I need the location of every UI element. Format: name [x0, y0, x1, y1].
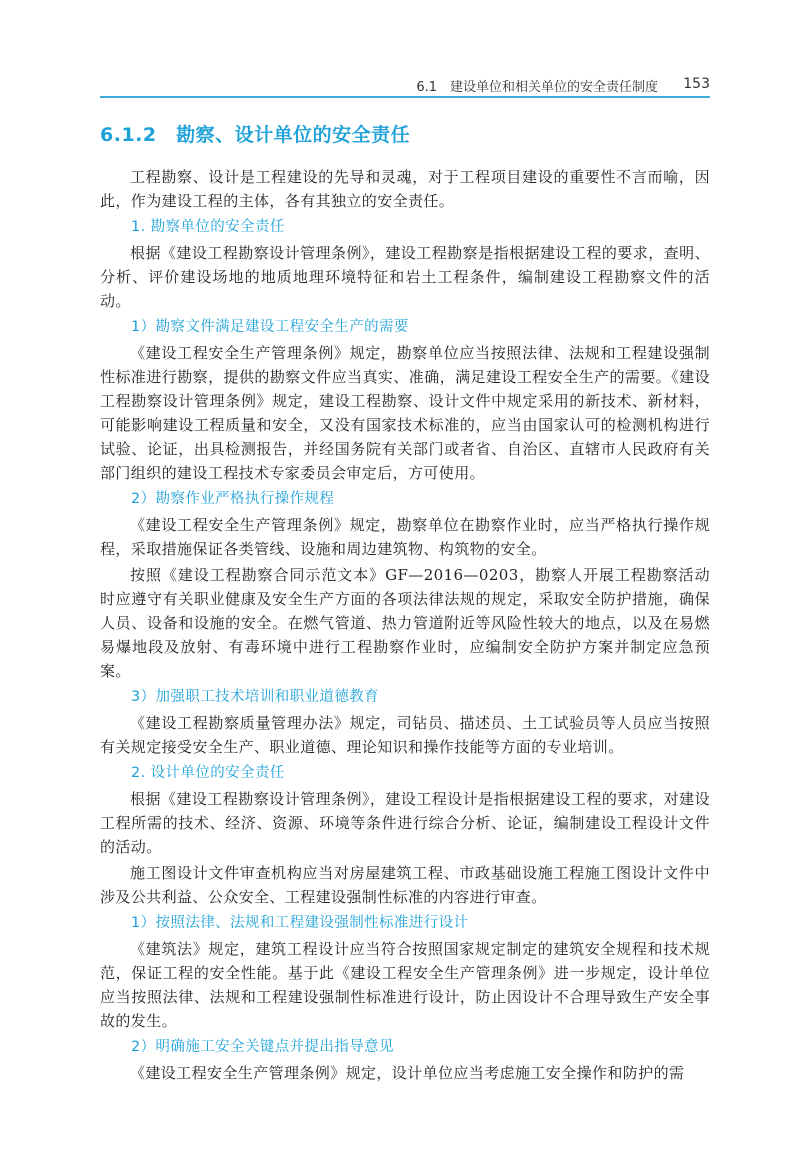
header-section-title: 6.1 建设单位和相关单位的安全责任制度 [416, 80, 658, 95]
subheading-survey-docs: 1）勘察文件满足建设工程安全生产的需要 [131, 319, 409, 335]
paragraph: 《建设工程勘察质量管理办法》规定，司钻员、描述员、土工试验员等人员应当按照有关规定接受安全生产、职业道德、理论知识和操作技能等方面的专业培训。 [100, 714, 710, 756]
page-body [100, 112, 710, 1085]
running-header [100, 72, 710, 96]
subheading-safety-keypoints: 2）明确施工安全关键点并提出指导意见 [131, 1039, 394, 1055]
paragraph: 根据《建设工程勘察设计管理条例》，建设工程勘察是指根据建设工程的要求，查明、分析、评价建设场地的地质地理环境特征和岩土工程条件，编制建设工程勘察文件的活动。 [100, 244, 710, 310]
subheading-design-standards: 1）按照法律、法规和工程建设强制性标准进行设计 [131, 915, 469, 931]
page-number: 153 [683, 76, 710, 92]
subheading-design-unit: 2. 设计单位的安全责任 [131, 765, 285, 781]
paragraph: 按照《建设工程勘察合同示范文本》GF—2016—0203，勘察人开展工程勘察活动时应遵守有关职业健康及安全生产方面的各项法律法规的规定，采取安全防护措施，确保人员、设备和设施的安全。在燃气管道、热力管道附近等风险性较大的地点，以及在易燃易爆地段及放射、有毒环境中进行工程勘察作业时，应编制安全防护方案并制定应急预案。 [100, 566, 710, 680]
intro-paragraph: 工程勘察、设计是工程建设的先导和灵魂，对于工程项目建设的重要性不言而喻，因此，作为建设工程的主体，各有其独立的安全责任。 [100, 168, 710, 210]
section-heading: 6.1.2 勘察、设计单位的安全责任 [100, 124, 411, 146]
subheading-training: 3）加强职工技术培训和职业道德教育 [131, 689, 380, 705]
paragraph: 《建设工程安全生产管理条例》规定，设计单位应当考虑施工安全操作和防护的需 [130, 1064, 685, 1082]
paragraph: 《建筑法》规定，建筑工程设计应当符合按照国家规定制定的建筑安全规程和技术规范，保证工程的安全性能。基于此《建设工程安全生产管理条例》进一步规定，设计单位应当按照法律、法规和工程建设强制性标准进行设计，防止因设计不合理导致生产安全事故的发生。 [100, 940, 710, 1030]
paragraph: 《建设工程安全生产管理条例》规定，勘察单位应当按照法律、法规和工程建设强制性标准进行勘察，提供的勘察文件应当真实、准确，满足建设工程安全生产的需要。《建设工程勘察设计管理条例》规定，建设工程勘察、设计文件中规定采用的新技术、新材料，可能影响建设工程质量和安全，又没有国家技术标准的，应当由国家认可的检测机构进行试验、论证，出具检测报告，并经国务院有关部门或者省、自治区、直辖市人民政府有关部门组织的建设工程技术专家委员会审定后，方可使用。 [100, 344, 710, 482]
paragraph: 施工图设计文件审查机构应当对房屋建筑工程、市政基础设施工程施工图设计文件中涉及公共利益、公众安全、工程建设强制性标准的内容进行审查。 [100, 864, 710, 906]
paragraph: 根据《建设工程勘察设计管理条例》，建设工程设计是指根据建设工程的要求，对建设工程所需的技术、经济、资源、环境等条件进行综合分析、论证，编制建设工程设计文件的活动。 [100, 790, 710, 856]
subheading-survey-unit: 1. 勘察单位的安全责任 [131, 219, 285, 235]
paragraph: 《建设工程安全生产管理条例》规定，勘察单位在勘察作业时，应当严格执行操作规程，采取措施保证各类管线、设施和周边建筑物、构筑物的安全。 [100, 516, 710, 558]
subheading-survey-operations: 2）勘察作业严格执行操作规程 [131, 491, 335, 507]
header-rule [100, 96, 710, 98]
